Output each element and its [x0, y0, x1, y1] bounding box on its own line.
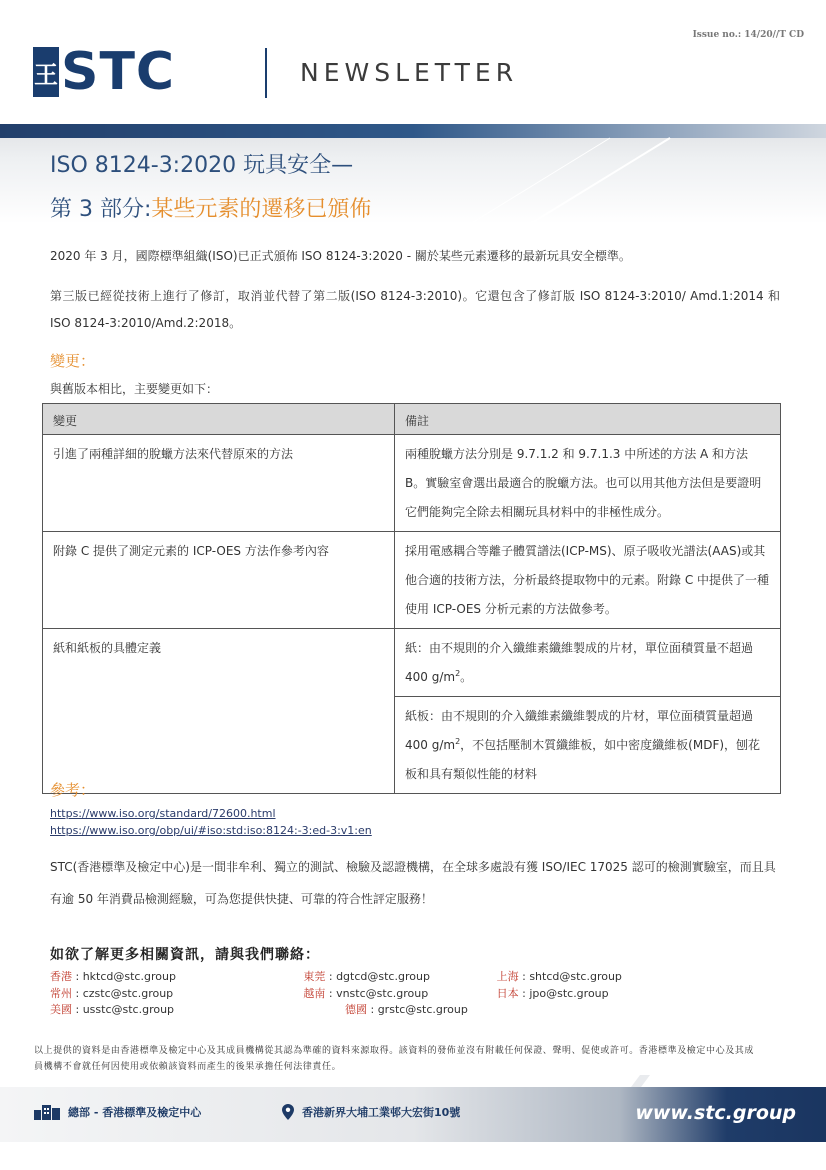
contact-city: 越南	[303, 986, 326, 1000]
contact-row	[50, 969, 750, 986]
contact-city: 日本	[496, 986, 519, 1000]
contact-list	[50, 969, 750, 1019]
table-header-note: 備註	[395, 404, 781, 435]
footer-website-link[interactable]: www.stc.group	[635, 1102, 796, 1124]
location-pin-icon	[282, 1104, 294, 1120]
board-definition: 紙板：由不規則的介入纖維素纖維製成的片材，單位面積質量超過 400 g/m	[405, 709, 754, 752]
table-cell-note: 採用電感耦合等離子體質譜法(ICP-MS)、原子吸收光譜法(AAS)或其他合適的技術方法，分析最終提取物中的元素。附錄 C 中提供了一種使用 ICP-OES 分析元素的方法做參考。	[395, 532, 781, 629]
table-cell-note: 兩種脫蠟方法分別是 9.7.1.2 和 9.7.1.3 中所述的方法 A 和方法 B。實驗室會選出最適合的脫蠟方法。也可以用其他方法但是要證明它們能夠完全除去相關玩具材料中的非極性成分。	[395, 435, 781, 532]
table-header-change: 變更	[43, 404, 395, 435]
footer-address	[282, 1104, 460, 1120]
superscript-2: 2	[455, 669, 461, 678]
contact-city: 美國	[50, 1003, 72, 1016]
table-header-row	[43, 404, 781, 435]
paragraph-revision: 第三版已經從技術上進行了修訂，取消並代替了第二版(ISO 8124-3:2010)。它還包含了修訂版 ISO 8124-3:2010/ Amd.1:2014 和 ISO 8124-3:2010/Amd.2:2018。	[50, 289, 780, 330]
paragraph-publication: 2020 年 3 月，國際標準組織(ISO)已正式頒佈 ISO 8124-3:2020 - 關於某些元素遷移的最新玩具安全標準。	[50, 249, 631, 263]
contact-item: 德國 : grstc@stc.group	[345, 1003, 468, 1016]
reference-link-obp[interactable]: https://www.iso.org/obp/ui/#iso:std:iso:8124:-3:ed-3:v1:en	[50, 824, 372, 837]
page-title-line1: ISO 8124-3:2020 玩具安全—	[50, 153, 354, 178]
table-cell-note-board	[395, 697, 781, 794]
changes-intro: 與舊版本相比，主要變更如下：	[50, 382, 219, 396]
table-cell-change: 紙和紙板的具體定義	[43, 629, 395, 794]
contact-email[interactable]: vnstc@stc.group	[336, 986, 429, 1000]
contact-email[interactable]: jpo@stc.group	[529, 986, 609, 1000]
stc-logo-text: STC	[61, 42, 176, 102]
contact-city: 常州	[50, 986, 72, 1000]
contact-item: 香港 : hktcd@stc.group	[50, 970, 176, 983]
changes-heading: 變更：	[50, 352, 96, 370]
contact-email[interactable]: czstc@stc.group	[82, 986, 174, 1000]
contact-item: 越南 : vnstc@stc.group	[303, 986, 429, 1000]
contact-item: 東莞 : dgtcd@stc.group	[303, 970, 430, 983]
stc-logo-mark: 王	[33, 47, 59, 97]
title-prefix: 第 3 部分:	[50, 197, 152, 222]
contact-heading: 如欲了解更多相關資訊，請與我們聯絡：	[50, 947, 320, 963]
table-row	[43, 532, 781, 629]
footer-address-text: 香港新界大埔工業邨大宏街10號	[302, 1106, 461, 1119]
disclaimer: 以上提供的資料是由香港標準及檢定中心及其成員機構從其認為準確的資料來源取得。該資料的發佈並沒有附載任何保證、聲明、促使或許可。香港標準及檢定中心及其成員機構不會就任何因使用或依賴該資料而產生的後果承擔任何法律責任。	[34, 1046, 755, 1072]
contact-city: 東莞	[303, 970, 326, 983]
footer-hq-label: 總部 - 香港標準及檢定中心	[68, 1106, 202, 1119]
contact-item: 上海 : shtcd@stc.group	[496, 970, 622, 983]
contact-item: 日本 : jpo@stc.group	[496, 986, 609, 1000]
contact-city: 德國	[345, 1003, 367, 1016]
contact-row	[50, 1002, 750, 1019]
contact-item: 美國 : usstc@stc.group	[50, 1003, 175, 1016]
contact-row	[50, 986, 750, 1003]
contact-email[interactable]: usstc@stc.group	[82, 1003, 175, 1016]
table-cell-note-paper	[395, 629, 781, 697]
reference-link-standard[interactable]: https://www.iso.org/standard/72600.html	[50, 807, 276, 820]
page-footer	[0, 1075, 826, 1170]
paragraph-about-stc: STC(香港標準及檢定中心)是一間非牟利、獨立的測試、檢驗及認證機構，在全球多處設有獲 ISO/IEC 17025 認可的檢測實驗室，而且具有逾 50 年消費品檢測經驗，可為您提供快捷、可靠的符合性評定服務！	[50, 860, 776, 906]
table-row	[43, 629, 781, 697]
references-list	[50, 805, 372, 839]
title-highlight: 某些元素的遷移已頒佈	[151, 197, 372, 222]
superscript-2: 2	[455, 737, 461, 746]
footer-headquarters	[34, 1104, 201, 1120]
changes-table	[42, 403, 781, 794]
table-row	[43, 435, 781, 532]
page-title-line2	[50, 192, 371, 223]
newsletter-label: NEWSLETTER	[300, 58, 519, 87]
contact-email[interactable]: shtcd@stc.group	[529, 970, 622, 983]
issue-number: Issue no.: 14/20//T CD	[692, 30, 804, 40]
paper-definition-end: 。	[460, 670, 473, 684]
contact-item: 常州 : czstc@stc.group	[50, 986, 174, 1000]
logo-divider	[265, 48, 267, 98]
table-cell-change: 附錄 C 提供了測定元素的 ICP-OES 方法作參考內容	[43, 532, 395, 629]
references-heading: 參考：	[50, 781, 96, 799]
table-cell-change: 引進了兩種詳細的脫蠟方法來代替原來的方法	[43, 435, 395, 532]
contact-email[interactable]: grstc@stc.group	[377, 1003, 468, 1016]
stc-logo	[33, 42, 176, 102]
contact-email[interactable]: dgtcd@stc.group	[336, 970, 430, 983]
building-icon	[34, 1104, 60, 1120]
contact-email[interactable]: hktcd@stc.group	[82, 970, 176, 983]
board-definition-end: ，不包括壓制木質纖維板，如中密度纖維板(MDF)，刨花板和具有類似性能的材料	[405, 738, 761, 781]
paper-definition: 紙：由不規則的介入纖維素纖維製成的片材，單位面積質量不超過 400 g/m	[405, 641, 754, 684]
contact-city: 香港	[50, 970, 72, 983]
contact-city: 上海	[496, 970, 519, 983]
